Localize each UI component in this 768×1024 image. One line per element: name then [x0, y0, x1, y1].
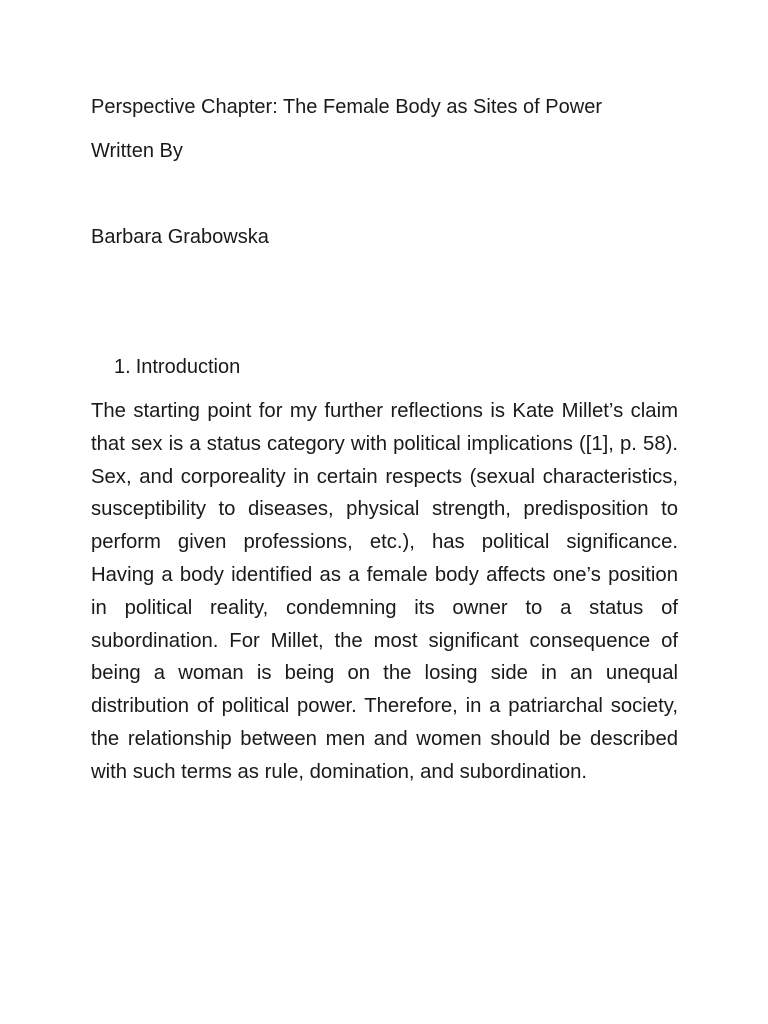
- written-by-label: Written By: [91, 140, 183, 162]
- chapter-title: Perspective Chapter: The Female Body as Sites of Power: [91, 96, 602, 118]
- intro-paragraph: The starting point for my further reflections is Kate Millet’s claim that sex is a status category with political implications ([1], p. 58). Sex, and corporeality in certain respects (sexual characteristics, susceptibility to diseases, physical strength, predisposition to perform given professions, etc.), has political significance. Having a body identified as a female body affects one’s position in political reality, condemning its owner to a status of subordination. For Millet, the most significant consequence of being a woman is being on the losing side in an unequal distribution of political power. Therefore, in a patriarchal society, the relationship between men and women should be described with such terms as rule, domination, and subordination.: [91, 400, 678, 783]
- author-name: Barbara Grabowska: [91, 226, 269, 248]
- section-number: 1.: [114, 356, 131, 378]
- section-title: Introduction: [135, 356, 241, 378]
- section-heading: [114, 355, 240, 379]
